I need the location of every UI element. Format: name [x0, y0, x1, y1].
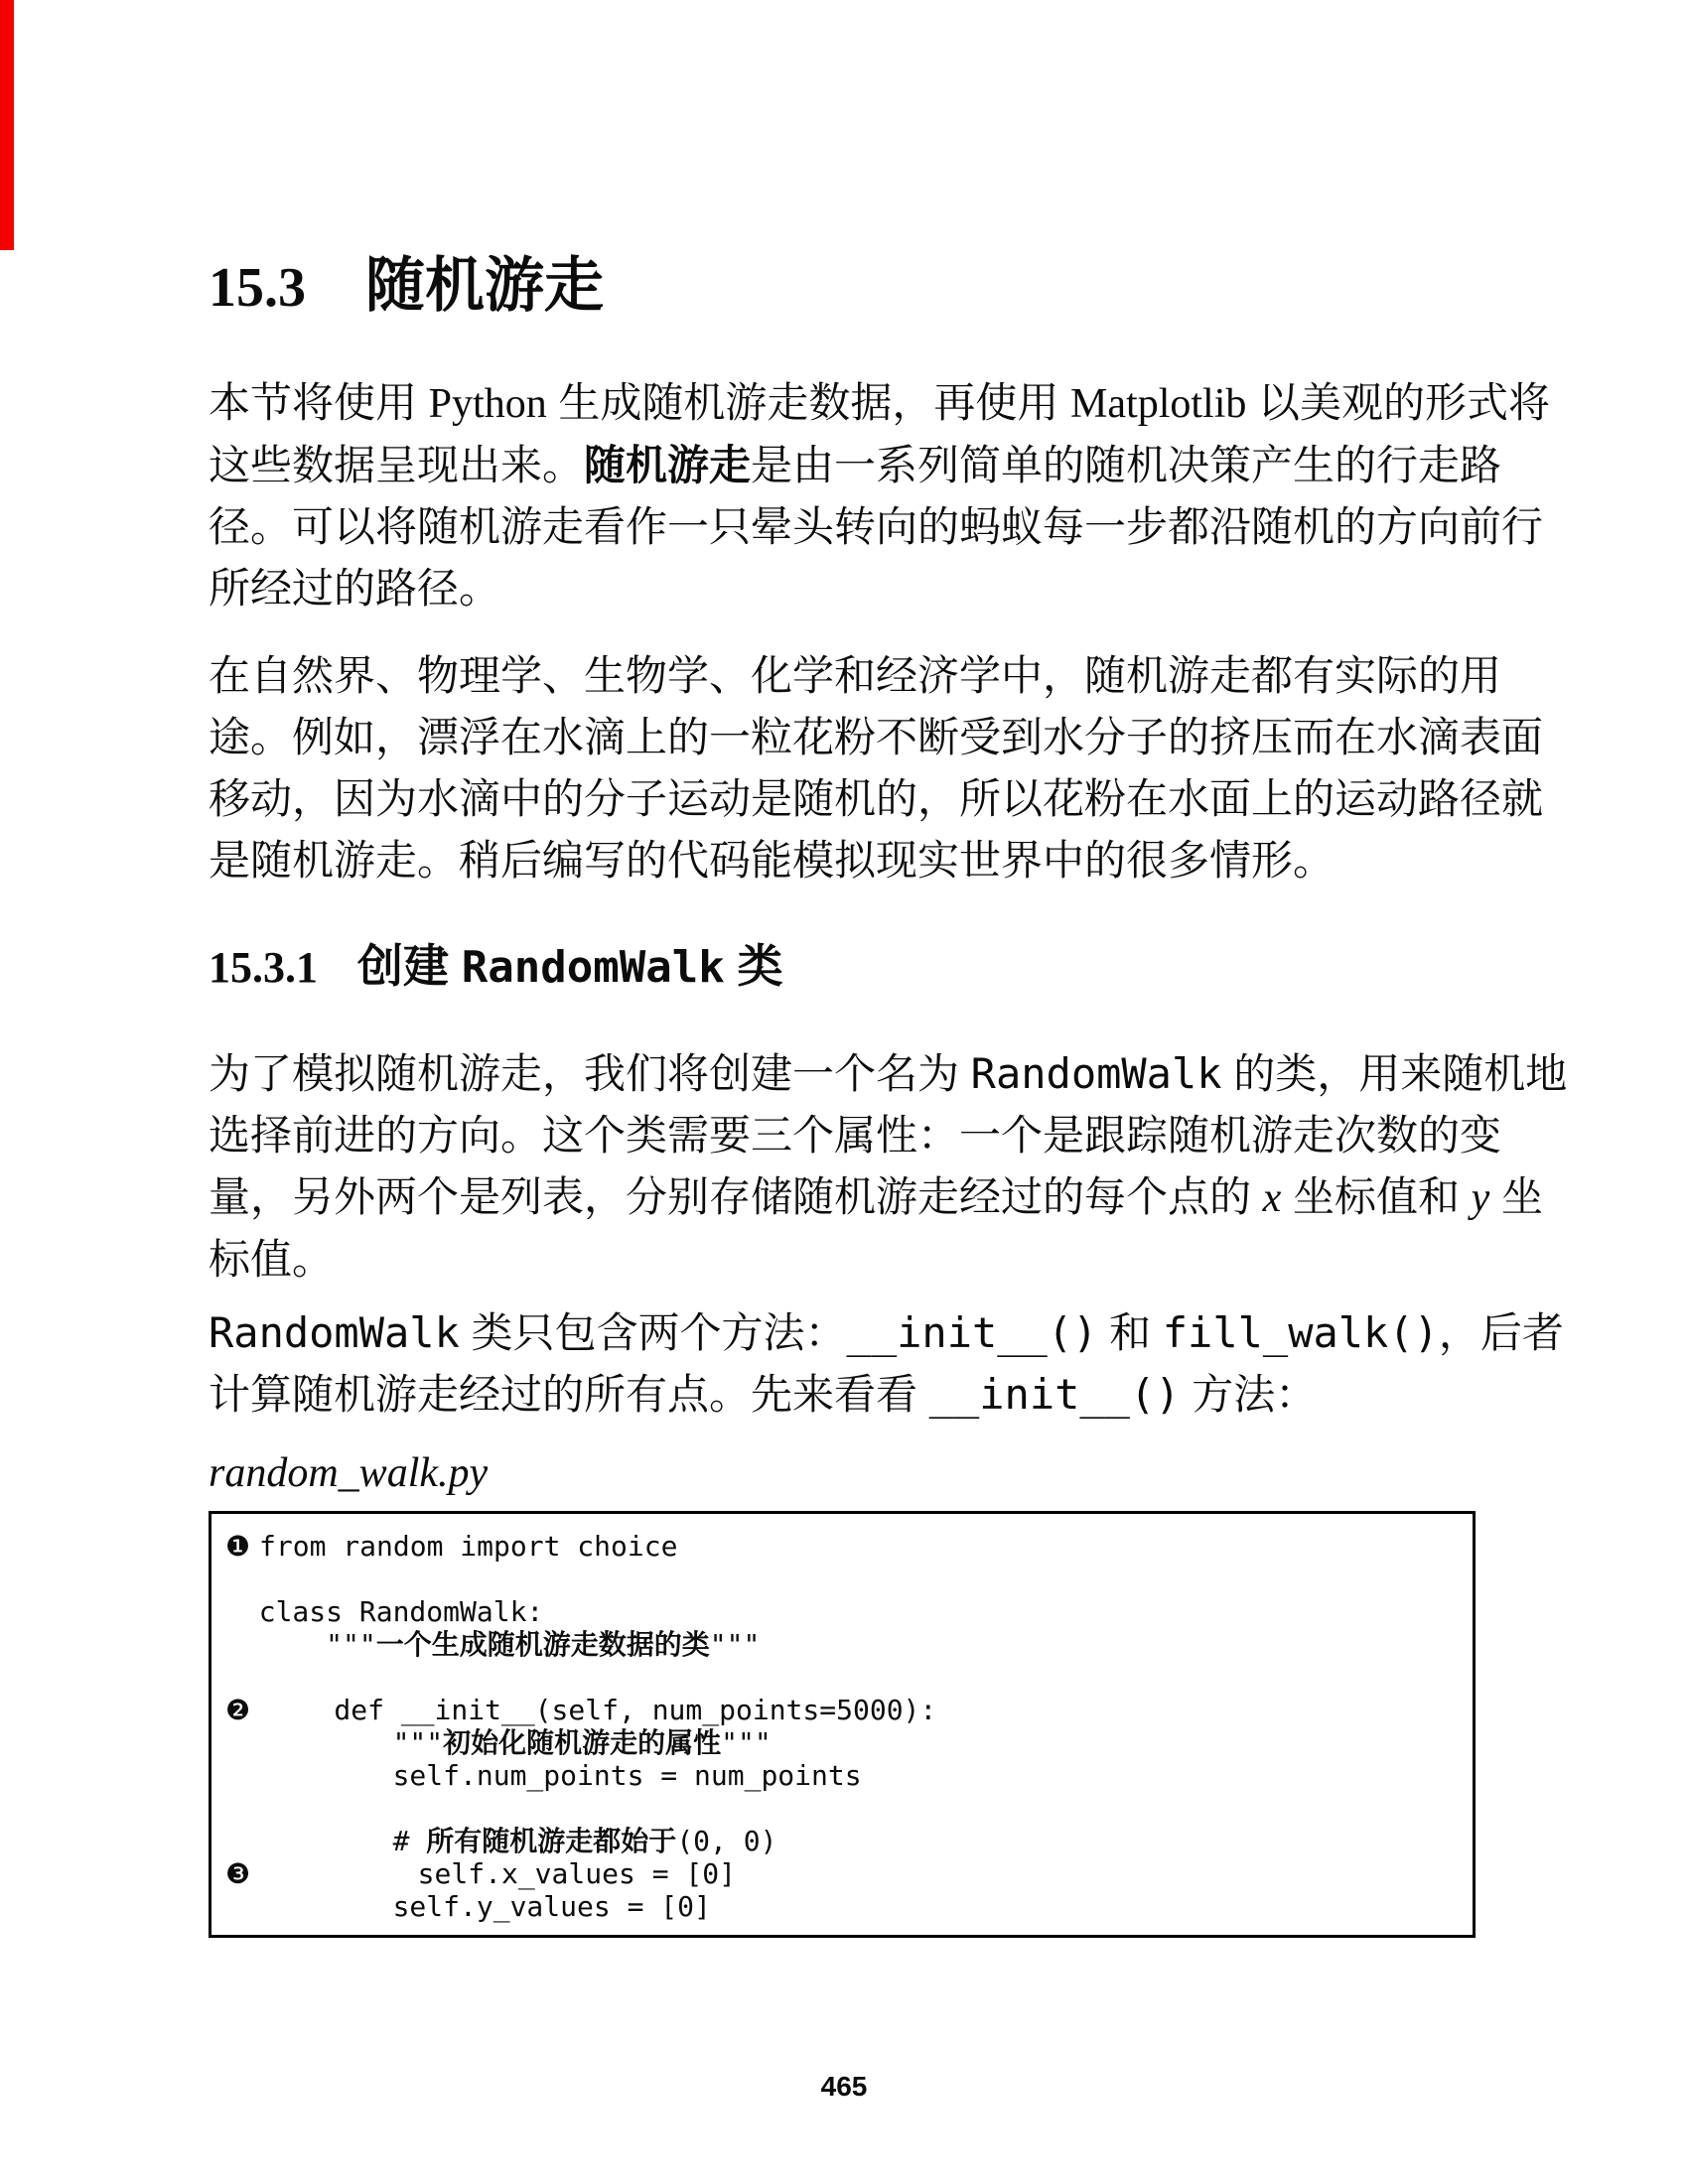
text-run: (0, 0) [676, 1825, 777, 1857]
text-run: 方法： [1180, 1371, 1318, 1418]
text-run: 坐 [1489, 1173, 1543, 1220]
text-run: self.num_points = num_points [225, 1759, 862, 1792]
text-line [209, 707, 1544, 768]
text-line [209, 1229, 1499, 1291]
text-run: 量，另外两个是列表，分别存储随机游走经过的每个点的 [209, 1173, 1263, 1220]
text-run: class RandomWalk: [225, 1595, 544, 1628]
text-run: self.x_values = [0] [250, 1857, 736, 1890]
text-run: 的类，用来随机地 [1221, 1050, 1568, 1097]
text-line [209, 1302, 1564, 1364]
text-run: __init__() [846, 1308, 1098, 1357]
text-run: 所经过的路径。 [209, 565, 501, 612]
text-run: ❸ [225, 1857, 251, 1890]
text-run: y [1471, 1175, 1490, 1221]
text-run: 以美观的形式将 [1246, 379, 1551, 426]
text-line [209, 372, 1551, 435]
text-run: """ [709, 1628, 761, 1661]
subsection-title [357, 940, 782, 992]
text-run: RandomWalk [461, 942, 725, 993]
text-run: 生成随机游走数据，再使用 [546, 379, 1071, 426]
text-line [225, 1694, 1465, 1726]
text-run: ❶ [225, 1530, 260, 1563]
text-line [225, 1595, 1465, 1628]
text-line [209, 768, 1544, 830]
text-line [225, 1890, 1465, 1923]
text-line [209, 1364, 1499, 1426]
paragraph-class-description [209, 1043, 1568, 1291]
text-run: 一个生成随机游走数据的类 [375, 1629, 710, 1660]
text-line [209, 830, 1499, 891]
text-run: 是随机游走。稍后编写的代码能模拟现实世界中的很多情形。 [209, 837, 1336, 884]
text-run: """ [225, 1628, 376, 1661]
text-run: 随机游走 [584, 442, 752, 488]
paragraph-methods [209, 1302, 1564, 1426]
text-line [209, 1166, 1543, 1229]
text-line [225, 1726, 1465, 1759]
text-run: 在自然界、物理学、生物学、化学和经济学中，随机游走都有实际的用 [209, 652, 1502, 699]
text-run: 移动，因为水滴中的分子运动是随机的，所以花粉在水面上的运动路径就 [209, 775, 1544, 822]
text-run: from random import choice [259, 1530, 678, 1563]
code-listing [209, 1511, 1476, 1938]
text-run: 径。可以将随机游走看作一只晕头转向的蚂蚁每一步都沿随机的方向前行 [209, 503, 1544, 550]
text-run: __init__() [928, 1370, 1181, 1419]
text-run: def __init__(self, num_points=5000): [250, 1694, 937, 1726]
red-edge-mark [0, 0, 14, 250]
code-filename: random_walk.py [209, 1450, 489, 1496]
subsection-heading [209, 937, 1499, 1004]
text-run: 类只包含两个方法： [459, 1309, 847, 1356]
text-line [209, 645, 1502, 707]
text-line [225, 1792, 1465, 1825]
text-run: 坐标值和 [1281, 1173, 1472, 1220]
text-run: x [1262, 1175, 1282, 1221]
subsection-number: 15.3.1 [209, 943, 318, 992]
text-run: """ [721, 1726, 772, 1759]
text-line [225, 1661, 1465, 1694]
text-run: 标值。 [209, 1236, 335, 1283]
text-run: # [225, 1825, 427, 1857]
text-run: 计算随机游走经过的所有点。先来看看 [209, 1371, 929, 1418]
section-heading [209, 250, 1499, 331]
text-line [225, 1825, 1465, 1857]
text-run: self.y_values = [0] [225, 1890, 711, 1923]
paragraph-applications [209, 645, 1544, 891]
text-run: 类 [724, 940, 783, 992]
text-run: ❷ [225, 1694, 251, 1726]
text-line [209, 1043, 1568, 1105]
text-line [225, 1857, 1465, 1890]
text-run: 选择前进的方向。这个类需要三个属性：一个是跟踪随机游走次数的变 [209, 1112, 1502, 1159]
text-line [209, 435, 1502, 496]
text-run: 途。例如，漂浮在水滴上的一粒花粉不断受到水分子的挤压而在水滴表面 [209, 714, 1544, 760]
text-run: """ [225, 1726, 444, 1759]
text-run: 创建 [357, 940, 462, 992]
section-number: 15.3 [209, 257, 306, 319]
text-line [225, 1628, 1465, 1661]
text-line [209, 558, 1499, 619]
text-run: 本节将使用 [209, 379, 429, 426]
text-run: RandomWalk [209, 1308, 460, 1357]
text-run: 为了模拟随机游走，我们将创建一个名为 [209, 1050, 971, 1097]
text-run: Matplotlib [1070, 381, 1247, 427]
text-line [225, 1563, 1465, 1595]
text-line [209, 1105, 1502, 1166]
text-run: RandomWalk [970, 1049, 1222, 1098]
text-line [225, 1759, 1465, 1792]
page-number: 465 [820, 2071, 868, 2102]
text-run: 这些数据呈现出来。 [209, 442, 585, 488]
book-page [209, 250, 1568, 1938]
text-run: 和 [1097, 1309, 1163, 1356]
text-line [225, 1530, 1465, 1563]
text-run: 是由一系列简单的随机决策产生的行走路 [751, 442, 1502, 488]
text-run: fill_walk() [1162, 1308, 1439, 1357]
text-run: Python [428, 381, 547, 427]
text-run: 所有随机游走都始于 [426, 1826, 677, 1856]
section-title: 随机游走 [365, 252, 604, 319]
paragraph-intro [209, 372, 1551, 619]
text-run: ，后者 [1438, 1309, 1564, 1356]
text-line [209, 496, 1544, 558]
text-run: 初始化随机游走的属性 [443, 1727, 722, 1758]
